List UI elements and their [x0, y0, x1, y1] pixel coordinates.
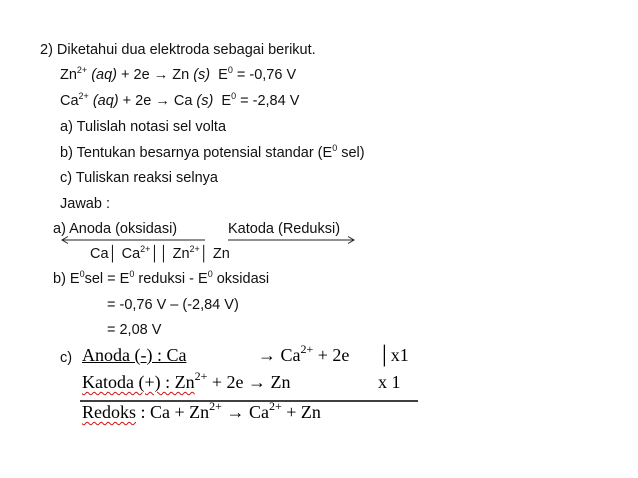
- reaction-ca: [60, 93, 299, 109]
- question-b-text: b) Tentukan besarnya potensial standar (E: [60, 145, 333, 161]
- reaction-ca-state: (aq): [92, 93, 119, 109]
- cell-notation: [90, 246, 230, 262]
- reaction-redox-label: Redoks: [82, 402, 136, 422]
- notation-anode: Ca│ Ca: [90, 246, 141, 262]
- question-b-post: sel): [337, 145, 365, 161]
- answer-b-line3: = 2,08 V: [107, 322, 162, 338]
- question-b-sup: 0: [332, 143, 338, 153]
- anoda-label: a) Anoda (oksidasi): [53, 221, 178, 237]
- reaction-zn: [60, 67, 296, 83]
- reaction-anode-rest: + 2e: [313, 345, 350, 365]
- question-title: 2) Diketahui dua elektroda sebagai berikut.: [40, 42, 316, 58]
- question-a: a) Tulislah notasi sel volta: [60, 119, 227, 135]
- reaction-anode-arrow: → Ca: [258, 345, 301, 365]
- reaction-ca-e-sup: 0: [231, 91, 237, 101]
- reaction-redox-rest: + Zn: [281, 402, 321, 422]
- reaction-zn-state2: (s): [193, 67, 211, 83]
- reaction-ca-e: E: [221, 93, 232, 109]
- reaction-anode-sup: 2+: [300, 342, 314, 356]
- answer-c-label: c): [60, 350, 73, 366]
- reaction-redox-sup2: 2+: [268, 399, 282, 413]
- reaction-anode-label: Anoda (-) : Ca: [82, 345, 187, 365]
- reaction-cathode-sup: 2+: [194, 369, 208, 383]
- reaction-zn-rest: + 2e → Zn: [117, 67, 194, 83]
- reaction-anode: [82, 345, 186, 366]
- reaction-ca-value: = -2,84 V: [236, 93, 300, 109]
- reaction-redox-reactants: : Ca + Zn: [136, 402, 210, 422]
- reaction-anode-product: [258, 342, 350, 366]
- reaction-ca-state2: (s): [196, 93, 214, 109]
- reaction-ca-ion: Ca: [60, 93, 79, 109]
- notation-anode-sup: 2+: [140, 244, 151, 254]
- reaction-anode-multiplier: │x1: [378, 345, 409, 365]
- reaction-zn-state: (aq): [91, 67, 118, 83]
- electron-flow-arrow: [60, 236, 360, 246]
- katoda-label: Katoda (Reduksi): [228, 221, 341, 237]
- answer-b-mid: sel = E: [84, 271, 130, 287]
- answer-b-mid2: reduksi - E: [134, 271, 208, 287]
- question-b: [60, 145, 365, 161]
- reaction-zn-ion: Zn: [60, 67, 77, 83]
- answer-b-line2: = -0,76 V – (-2,84 V): [107, 297, 239, 313]
- reaction-zn-value: = -0,76 V: [232, 67, 297, 83]
- answer-b-sup1: 0: [79, 269, 85, 279]
- answer-b-post: oksidasi: [212, 271, 270, 287]
- reaction-zn-e: E: [218, 67, 228, 83]
- answer-b-sup3: 0: [207, 269, 213, 279]
- reaction-ca-charge: 2+: [78, 91, 89, 101]
- reaction-redox-arrow: → Ca: [221, 402, 269, 422]
- answer-b-pre: b) E: [53, 271, 80, 287]
- reaction-cathode-rest: + 2e → Zn: [207, 372, 291, 392]
- reaction-redox-sup: 2+: [209, 399, 222, 413]
- reaction-redox: [82, 399, 321, 423]
- question-c: c) Tuliskan reaksi selnya: [60, 170, 218, 186]
- reaction-cathode: [82, 369, 291, 393]
- reaction-cathode-label: Katoda (+) : Zn: [82, 372, 195, 392]
- notation-cathode: │ Zn: [199, 246, 230, 262]
- answer-b-sup2: 0: [129, 269, 135, 279]
- reaction-cathode-multiplier: x 1: [378, 372, 401, 392]
- reaction-zn-e-sup: 0: [227, 65, 233, 75]
- notation-cathode-sup: 2+: [189, 244, 200, 254]
- answer-b-line1: [53, 271, 269, 287]
- reaction-ca-rest: + 2e → Ca: [118, 93, 197, 109]
- reaction-zn-charge: 2+: [76, 65, 88, 75]
- jawab-label: Jawab :: [60, 196, 110, 212]
- notation-salt-bridge: ││ Zn: [150, 246, 190, 262]
